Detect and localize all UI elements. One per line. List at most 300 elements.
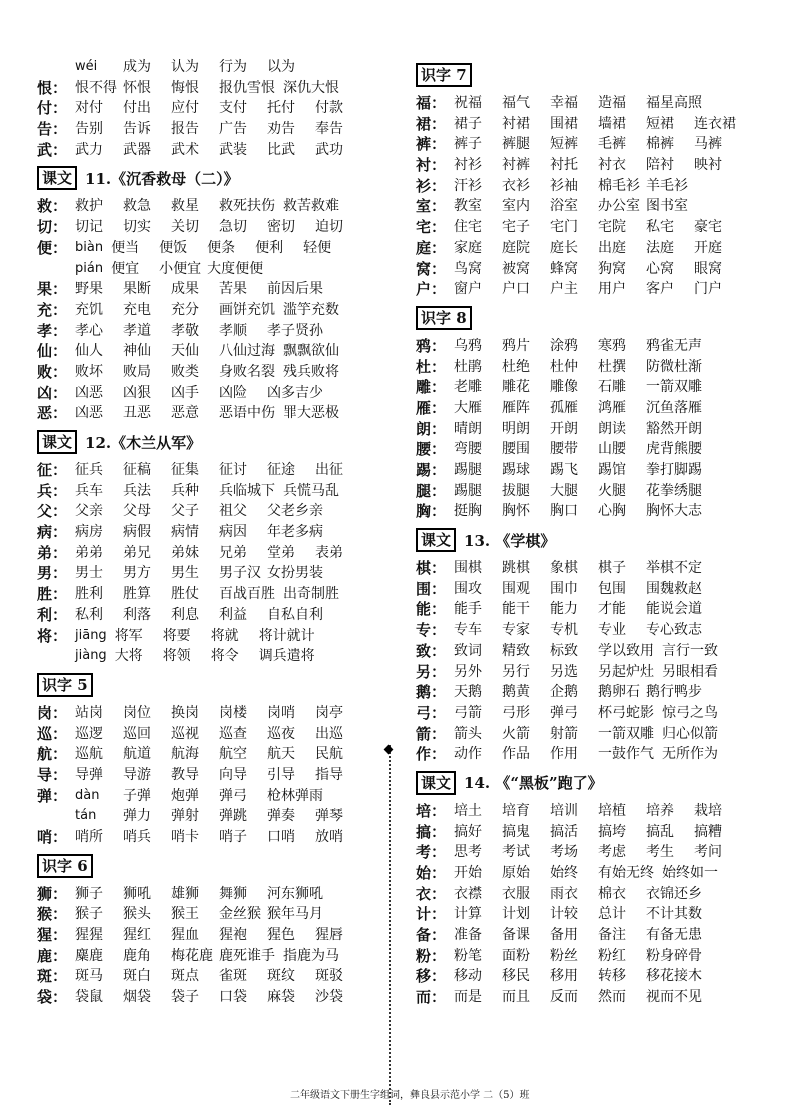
vocab-word: 麋鹿 [75, 947, 103, 964]
vocab-word: 枪林弹雨 [267, 787, 323, 804]
vocab-word: 培育 [502, 802, 530, 819]
vocab-word: 反而 [550, 989, 578, 1006]
vocab-word: 放哨 [315, 829, 343, 845]
vocab-character: 致： [416, 641, 447, 660]
vocab-word: 哨子 [219, 829, 247, 845]
vocab-word: 杯弓蛇影 [598, 704, 654, 721]
vocab-character: 窝： [416, 259, 447, 278]
vocab-word: 岗楼 [219, 704, 247, 721]
vocab-row [37, 341, 367, 362]
vocab-word: 雨衣 [550, 885, 578, 902]
vocab-row [416, 703, 762, 724]
vocab-word: 开始 [454, 865, 482, 881]
vocab-word: 孝心 [75, 322, 103, 339]
vocab-word: 凶恶 [75, 384, 103, 401]
vocab-word: 告诉 [123, 121, 151, 138]
vocab-character: 鹿： [37, 946, 68, 965]
vocab-word: 炮弹 [171, 787, 199, 804]
vocab-word: 踢腿 [454, 462, 482, 478]
vocab-word: 衫袖 [550, 177, 578, 194]
vocab-word: 鹿死谁手 [219, 947, 275, 964]
vocab-word: 斑点 [171, 968, 199, 985]
vocab-word: 被窝 [502, 260, 530, 277]
vocab-word: 裙子 [454, 115, 482, 132]
vocab-word: 福气 [502, 95, 530, 111]
vocab-word: 男方 [123, 565, 151, 582]
vocab-row [37, 925, 367, 946]
vocab-character: 狮： [37, 884, 68, 903]
vocab-character: 鸦： [416, 336, 447, 355]
vocab-word: 防微杜渐 [646, 358, 702, 375]
vocab-word: 裤腿 [502, 136, 530, 153]
vocab-word: 充饥 [75, 301, 103, 318]
vocab-word: 围攻 [454, 580, 482, 597]
vocab-word: 凶险 [219, 384, 247, 401]
vocab-row [416, 842, 762, 863]
vocab-row [37, 460, 367, 481]
vocab-word: 宅门 [550, 219, 578, 236]
vocab-word: 急切 [219, 219, 247, 236]
vocab-word: 鸦雀无声 [646, 337, 702, 354]
vocab-word: 户主 [550, 281, 578, 298]
vocab-word: 救苦救难 [283, 198, 339, 215]
pinyin-label: biàn [75, 239, 104, 255]
vocab-word: 衬衫 [454, 157, 482, 174]
vocab-word: 充分 [171, 301, 199, 318]
vocab-word: 朗读 [598, 420, 626, 437]
vocab-character: 岗： [37, 703, 68, 722]
vocab-word: 另行 [502, 663, 530, 680]
vocab-word: 自私自利 [267, 606, 323, 623]
vocab-word: 孝敬 [171, 322, 199, 339]
vocab-word: 面粉 [502, 947, 530, 964]
vocab-character: 能： [416, 600, 447, 619]
vocab-word: 粉丝 [550, 947, 578, 964]
vocab-word: 衣襟 [454, 885, 482, 902]
vocab-word: 男生 [171, 565, 199, 582]
vocab-word: 豁然开朗 [646, 420, 702, 437]
vocab-character: 付： [37, 99, 68, 118]
section-heading [37, 673, 367, 697]
vocab-word: 巡查 [219, 725, 247, 742]
vocab-word: 将就 [210, 627, 239, 644]
vocab-word: 弹奏 [267, 808, 295, 825]
vocab-word: 败坏 [75, 363, 103, 380]
vocab-word: 弹弓 [550, 704, 578, 721]
vocab-word: 猩袍 [219, 927, 247, 944]
vocab-word: 大雁 [454, 399, 482, 416]
vocab-word: 踢球 [502, 462, 530, 478]
vocab-word: 猴王 [171, 906, 199, 923]
vocab-character: 利： [37, 605, 68, 624]
vocab-word: 征途 [267, 462, 295, 478]
vocab-word: 动作 [454, 746, 482, 763]
vocab-word: 火箭 [502, 725, 530, 742]
vocab-word: 思考 [454, 844, 482, 861]
vocab-character: 培： [416, 801, 447, 820]
vocab-word: 斑白 [123, 968, 151, 985]
vocab-row [416, 925, 762, 946]
vocab-word: 办公室 [598, 198, 640, 215]
vocab-character: 告： [37, 120, 68, 139]
vocab-row [37, 765, 367, 786]
vocab-word: 培植 [598, 802, 626, 819]
vocab-word: 另眼相看 [662, 663, 718, 680]
vocab-word: 充电 [123, 301, 151, 318]
vocab-word: 小便宜 [159, 260, 202, 277]
vocab-row [416, 682, 762, 703]
vocab-word: 神仙 [123, 343, 151, 360]
vocab-word: 鹅黄 [502, 684, 530, 701]
vocab-row [416, 620, 762, 641]
section-title: 11.《沉香救母（二）》 [85, 169, 239, 188]
vocab-word: 雕像 [550, 379, 578, 396]
vocab-word: 巡视 [171, 725, 199, 742]
vocab-word: 移民 [502, 968, 530, 985]
vocab-word: 便利 [255, 239, 284, 256]
vocab-word: 围观 [502, 580, 530, 597]
vocab-word: 培训 [550, 802, 578, 819]
vocab-word: 向导 [219, 766, 247, 783]
vocab-word: 福星高照 [646, 95, 702, 111]
vocab-word: 弯腰 [454, 441, 482, 458]
vocab-word: 兵车 [75, 482, 103, 499]
vocab-word: 指鹿为马 [283, 947, 339, 964]
vocab-word: 弓箭 [454, 704, 482, 721]
vocab-character: 宅： [416, 218, 447, 237]
vocab-word: 另选 [550, 663, 578, 680]
vocab-row [37, 403, 367, 424]
vocab-word: 杜仲 [550, 358, 578, 375]
vocab-row [416, 481, 762, 502]
vocab-word: 残兵败将 [283, 363, 339, 380]
vocab-word: 将要 [162, 627, 191, 644]
section-heading [416, 63, 762, 87]
vocab-character: 衬： [416, 156, 447, 175]
section-heading [37, 854, 367, 878]
vocab-word: 堂弟 [267, 544, 295, 561]
section-heading [416, 528, 762, 552]
vocab-word: 告别 [75, 121, 103, 138]
vocab-word: 衬衣 [598, 157, 626, 174]
vocab-word: 弹力 [123, 808, 151, 825]
vocab-character: 专： [416, 621, 447, 640]
vocab-word: 狮吼 [123, 885, 151, 902]
vocab-row [37, 884, 367, 905]
vocab-word: 私宅 [646, 219, 674, 236]
vocab-word: 孤雁 [550, 399, 578, 416]
vocab-character: 导： [37, 765, 68, 784]
vocab-word: 搞好 [454, 823, 482, 840]
vocab-character: 败： [37, 362, 68, 381]
vocab-character: 棋： [416, 559, 447, 578]
vocab-word: 山腰 [598, 441, 626, 458]
vocab-word: 表弟 [315, 544, 343, 561]
pinyin-label: jiàng [75, 648, 107, 664]
vocab-row [416, 134, 762, 155]
vocab-word: 幸福 [550, 95, 578, 111]
vocab-word: 明朗 [502, 420, 530, 437]
vocab-word: 大腿 [550, 482, 578, 499]
vocab-word: 映衬 [694, 157, 722, 174]
vocab-word: 站岗 [75, 704, 103, 721]
vocab-character: 哨： [37, 828, 68, 846]
vocab-word: 猩血 [171, 927, 199, 944]
vocab-word: 武装 [219, 141, 247, 158]
vocab-word: 围裙 [550, 115, 578, 132]
vocab-word: 前因后果 [267, 281, 323, 298]
vocab-row [416, 155, 762, 176]
vocab-word: 哨卡 [171, 829, 199, 845]
section-tag: 课文 [37, 166, 77, 190]
pinyin-label: wéi [75, 59, 98, 74]
vocab-character: 征： [37, 461, 68, 479]
vocab-character: 室： [416, 197, 447, 216]
vocab-word: 考场 [550, 844, 578, 861]
vocab-word: 造福 [598, 95, 626, 111]
vocab-row [37, 966, 367, 987]
vocab-word: 征集 [171, 462, 199, 478]
vocab-word: 象棋 [550, 560, 578, 577]
vocab-word: 兵法 [123, 482, 151, 499]
vocab-word: 导游 [123, 766, 151, 783]
vocab-word: 弟妹 [171, 544, 199, 561]
vocab-word: 恶语中伤 [219, 405, 275, 422]
vocab-word: 精致 [502, 642, 530, 659]
vocab-word: 马裤 [694, 136, 722, 153]
vocab-word: 利息 [171, 606, 199, 623]
vocab-word: 总计 [598, 906, 626, 923]
vocab-word: 祖父 [219, 503, 247, 520]
vocab-row [416, 946, 762, 967]
vocab-row [37, 362, 367, 383]
vocab-word: 雕花 [502, 379, 530, 396]
section-heading [37, 166, 367, 190]
vocab-word: 计划 [502, 906, 530, 923]
vocab-word: 猴头 [123, 906, 151, 923]
vocab-row [37, 724, 367, 745]
vocab-word: 出征 [315, 462, 343, 478]
vocab-character: 衣： [416, 884, 447, 903]
vocab-word: 学以致用 [598, 642, 654, 659]
vocab-character: 弓： [416, 703, 447, 722]
vocab-word: 猴子 [75, 906, 103, 923]
vocab-word: 备课 [502, 927, 530, 944]
vocab-word: 报告 [171, 121, 199, 138]
vocab-word: 有备无患 [646, 927, 702, 944]
vocab-word: 专机 [550, 622, 578, 639]
vocab-word: 救死扶伤 [219, 198, 275, 215]
vocab-row [416, 398, 762, 419]
vocab-row [416, 217, 762, 238]
vocab-word: 病假 [123, 524, 151, 541]
vocab-word: 晴朗 [454, 420, 482, 437]
vocab-word: 移动 [454, 968, 482, 985]
vocab-word: 衬裤 [502, 157, 530, 174]
vocab-word: 另外 [454, 663, 482, 680]
vocab-word: 鸿雁 [598, 399, 626, 416]
vocab-word: 滥竽充数 [283, 301, 339, 318]
vocab-character: 救： [37, 197, 68, 216]
vocab-word: 救急 [123, 198, 151, 215]
vocab-word: 一箭双雕 [598, 725, 654, 742]
vocab-character: 计： [416, 905, 447, 924]
vocab-word: 寒鸦 [598, 337, 626, 354]
vocab-word: 孝子贤孙 [267, 322, 323, 339]
vocab-row [37, 78, 367, 99]
vocab-word: 衬托 [550, 157, 578, 174]
vocab-row [37, 321, 367, 342]
column-divider [389, 745, 391, 1105]
vocab-word: 凶多吉少 [267, 384, 323, 401]
vocab-character: 箭： [416, 724, 447, 743]
vocab-character: 围： [416, 579, 447, 598]
vocab-word: 私利 [75, 606, 103, 623]
vocab-word: 以为 [267, 59, 295, 75]
vocab-word: 袋子 [171, 989, 199, 1006]
vocab-word: 短裤 [550, 136, 578, 153]
vocab-word: 便当 [111, 239, 140, 256]
vocab-character: 航： [37, 745, 68, 764]
vocab-word: 败类 [171, 363, 199, 380]
vocab-word: 成果 [171, 281, 199, 298]
section-title: 14. 《“黑板”跑了》 [464, 774, 603, 793]
vocab-word: 猩唇 [315, 927, 343, 944]
vocab-row [37, 543, 367, 564]
vocab-row [37, 626, 367, 647]
vocab-row [37, 217, 367, 238]
vocab-word: 兵临城下 [219, 482, 275, 499]
vocab-character: 袋： [37, 988, 68, 1007]
vocab-word: 巡逻 [75, 725, 103, 742]
section-title: 13. 《学棋》 [464, 531, 556, 550]
vocab-word: 杜绝 [502, 358, 530, 375]
vocab-character: 而： [416, 988, 447, 1007]
vocab-word: 客户 [646, 281, 674, 298]
vocab-word: 射箭 [550, 725, 578, 742]
vocab-character: 福： [416, 94, 447, 112]
vocab-word: 密切 [267, 219, 295, 236]
vocab-word: 栽培 [694, 802, 722, 819]
vocab-character: 斑： [37, 967, 68, 986]
vocab-word: 踢飞 [550, 462, 578, 478]
vocab-word: 哨兵 [123, 829, 151, 845]
vocab-character: 作： [416, 745, 447, 764]
vocab-word: 天仙 [171, 343, 199, 360]
vocab-row [416, 801, 762, 822]
page-footer: 二年级语文下册生字组词，彝良县示范小学 二（5）班 [290, 1090, 530, 1101]
vocab-word: 野果 [75, 281, 103, 298]
vocab-word: 移用 [550, 968, 578, 985]
vocab-character: 恨： [37, 78, 68, 97]
vocab-row [416, 744, 762, 765]
vocab-word: 石雕 [598, 379, 626, 396]
vocab-row [416, 724, 762, 745]
vocab-word: 乌鸦 [454, 337, 482, 354]
vocab-word: 广告 [219, 121, 247, 138]
vocab-word: 裤子 [454, 136, 482, 153]
vocab-word: 备注 [598, 927, 626, 944]
vocab-word: 仙人 [75, 343, 103, 360]
vocab-word: 兵慌马乱 [283, 482, 339, 499]
vocab-word: 弟兄 [123, 544, 151, 561]
vocab-word: 开庭 [694, 239, 722, 256]
vocab-word: 心窝 [646, 260, 674, 277]
vocab-word: 胜算 [123, 586, 151, 603]
vocab-word: 腰带 [550, 441, 578, 458]
divider-marker-icon [384, 745, 394, 755]
vocab-word: 门户 [694, 281, 722, 298]
vocab-word: 对付 [75, 100, 103, 117]
vocab-word: 出庭 [598, 239, 626, 256]
vocab-word: 言行一致 [662, 642, 718, 659]
vocab-word: 培养 [646, 802, 674, 819]
vocab-word: 认为 [171, 59, 199, 75]
vocab-word: 粉身碎骨 [646, 947, 702, 964]
vocab-word: 恨不得 [75, 79, 117, 96]
vocab-word: 另起炉灶 [598, 663, 654, 680]
vocab-word: 便条 [207, 239, 236, 256]
vocab-row [37, 279, 367, 300]
vocab-row [416, 558, 762, 579]
vocab-word: 沉鱼落雁 [646, 399, 702, 416]
left-column [37, 57, 367, 1008]
vocab-word: 心胸 [598, 503, 626, 520]
vocab-row [416, 279, 762, 300]
vocab-row [37, 383, 367, 404]
vocab-word: 专车 [454, 622, 482, 639]
vocab-character: 庭： [416, 238, 447, 257]
vocab-word: 能干 [502, 601, 530, 618]
vocab-word: 腰围 [502, 441, 530, 458]
vocab-word: 托付 [267, 100, 295, 117]
vocab-word: 梅花鹿 [171, 947, 213, 964]
vocab-row [37, 119, 367, 140]
vocab-word: 雄狮 [171, 885, 199, 902]
vocab-word: 父母 [123, 503, 151, 520]
vocab-word: 征兵 [75, 462, 103, 478]
vocab-row [37, 501, 367, 522]
vocab-word: 哨所 [75, 829, 103, 845]
vocab-word: 致词 [454, 642, 482, 659]
vocab-character: 移： [416, 967, 447, 986]
vocab-character: 猴： [37, 905, 68, 924]
vocab-word: 考试 [502, 844, 530, 861]
vocab-row [416, 176, 762, 197]
vocab-character: 男： [37, 564, 68, 583]
pinyin-label: dàn [75, 787, 100, 803]
vocab-word: 杜撰 [598, 358, 626, 375]
vocab-row [416, 822, 762, 843]
vocab-word: 惊弓之鸟 [662, 704, 718, 721]
vocab-word: 衣服 [502, 885, 530, 902]
section-tag: 识字 5 [37, 673, 93, 697]
vocab-character: 孝： [37, 321, 68, 340]
vocab-row [416, 884, 762, 905]
vocab-character: 腿： [416, 481, 447, 500]
vocab-word: 航道 [123, 746, 151, 763]
vocab-word: 搞糟 [694, 823, 722, 840]
vocab-word: 而且 [502, 989, 530, 1006]
vocab-word: 而是 [454, 989, 482, 1006]
vocab-word: 迫切 [315, 219, 343, 236]
vocab-word: 八仙过海 [219, 343, 275, 360]
vocab-word: 胜利 [75, 586, 103, 603]
vocab-word: 弟弟 [75, 544, 103, 561]
vocab-word: 指导 [315, 766, 343, 783]
vocab-row [416, 419, 762, 440]
vocab-row [37, 140, 367, 161]
